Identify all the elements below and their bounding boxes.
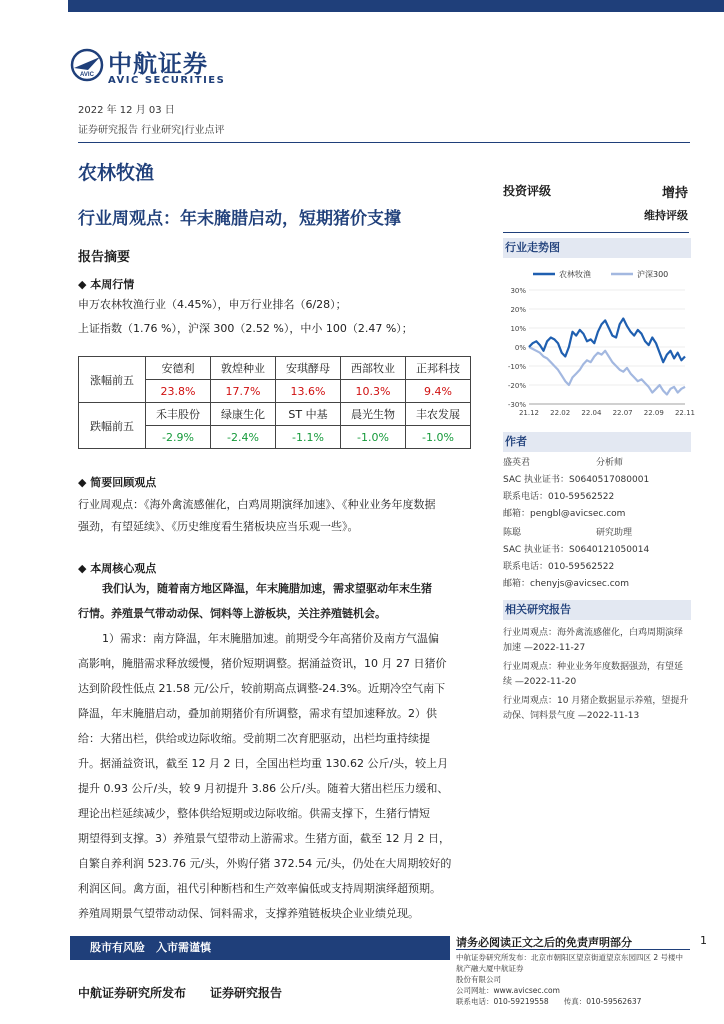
legend-label: 沪深300 xyxy=(637,270,669,279)
review-line-2: 强劲，有望延续》、《历史维度看生猪板块应当乐观一些》。 xyxy=(78,520,359,533)
weekly-line-2: 上证指数（1.76 %），沪深 300（2.52 %），中小 100（2.47 %）； xyxy=(78,322,413,335)
series-line xyxy=(529,347,685,395)
loser-name: 绿康生化 xyxy=(211,403,276,426)
gainer-pct: 23.8% xyxy=(146,380,211,403)
core-line: 升。据涌益资讯，截至 12 月 2 日，全国出栏均重 130.62 公斤/头，较上月 xyxy=(78,757,449,770)
x-tick-label: 22.02 xyxy=(550,409,571,417)
loser-name: ST 中基 xyxy=(276,403,341,426)
review-line-1: 行业周观点：《海外禽流感催化，白鸡周期演绎加速》、《种业业务年度数据 xyxy=(78,498,436,511)
y-tick-label: 0% xyxy=(514,344,526,352)
loser-name: 禾丰股份 xyxy=(146,403,211,426)
logo-icon-text: AVIC xyxy=(80,72,94,78)
loser-name: 晨光生物 xyxy=(341,403,406,426)
rating-divider xyxy=(503,232,689,233)
core-paragraphs xyxy=(78,578,490,925)
performance-table xyxy=(78,356,471,449)
x-tick-label: 22.07 xyxy=(612,409,633,417)
y-tick-label: 10% xyxy=(510,325,526,333)
core-line: 自繁自养利润 523.76 元/头，外购仔猪 372.54 元/头，仍处在大周期较好的 xyxy=(78,857,452,870)
author-1-email[interactable]: 邮箱：pengbl@avicsec.com xyxy=(503,509,626,519)
header-divider xyxy=(78,142,690,143)
core-line: 养殖周期景气望带动动保、饲料需求，支撑养殖链板块企业业绩兑现。 xyxy=(78,907,419,920)
loser-pct: -1.0% xyxy=(341,426,406,449)
avic-logo-icon xyxy=(70,48,104,82)
report-date: 2022 年 12 月 03 日 xyxy=(78,105,175,116)
core-line: 提升 0.93 公斤/头，较 9 月初提升 3.86 公斤/头。随着大猪出栏压力缓和、 xyxy=(78,782,449,795)
publisher-label: 中航证券研究所发布 证券研究报告 xyxy=(78,986,283,1000)
core-line: 达到阶段性低点 21.58 元/公斤，较前期高点调整-24.3%。近期冷空气南下 xyxy=(78,682,446,695)
gainer-name: 安德利 xyxy=(146,357,211,380)
footer-address-line-1: 中航证券研究所发布：北京市朝阳区望京街道望京东园四区 2 号楼中航产融大厦中航证券 xyxy=(456,953,684,973)
y-tick-label: -20% xyxy=(507,382,526,390)
core-line: 行情。养殖景气带动动保、饲料等上游板块，关注养殖链机会。 xyxy=(78,607,386,620)
company-logo-en: AVIC SECURITIES xyxy=(108,75,226,86)
related-item-2-line2[interactable]: 续 —2022-11-20 xyxy=(503,677,577,687)
risk-text: 股市有风险 入市需谨慎 xyxy=(90,941,211,954)
related-item-1-line2[interactable]: 加速 —2022-11-27 xyxy=(503,643,586,653)
weekly-line-1: 申万农林牧渔行业（4.45%），申万行业排名（6/28）； xyxy=(78,298,347,311)
loser-pct: -2.4% xyxy=(211,426,276,449)
core-line: 降温，年末腌腊启动，叠加前期猪价有所调整，需求有望加速释放。2）供 xyxy=(78,707,437,720)
gainer-name: 西部牧业 xyxy=(341,357,406,380)
y-tick-label: -30% xyxy=(507,401,526,409)
weekly-heading: ◆ 本周行情 xyxy=(78,278,135,291)
core-line: 期望得到支撑。3）养殖景气望带动上游需求。生猪方面，截至 12 月 2 日， xyxy=(78,832,450,845)
author-2-sac: SAC 执业证书：S0640121050014 xyxy=(503,545,650,555)
top-color-bar xyxy=(68,0,724,12)
x-tick-label: 22.04 xyxy=(581,409,602,417)
legend-label: 农林牧渔 xyxy=(559,270,591,279)
core-line: 理论出栏延续减少，整体供给短期或边际收缩。供需支撑下，生猪行情短 xyxy=(78,807,430,820)
core-heading: ◆ 本周核心观点 xyxy=(78,562,157,575)
gainer-pct: 9.4% xyxy=(406,380,471,403)
loser-pct: -1.0% xyxy=(406,426,471,449)
gain-label: 涨幅前五 xyxy=(79,357,146,403)
footer-website[interactable]: 公司网址：www.avicsec.com xyxy=(456,986,560,995)
author-2-name: 陈聪 xyxy=(503,528,522,538)
loser-pct: -2.9% xyxy=(146,426,211,449)
x-tick-label: 21.12 xyxy=(518,409,540,417)
rating-value: 增持 xyxy=(661,186,688,201)
author-2-title: 研究助理 xyxy=(596,528,633,538)
report-title: 行业周观点：年末腌腊启动，短期猪价支撑 xyxy=(78,209,401,229)
review-heading: ◆ 简要回顾观点 xyxy=(78,476,157,489)
company-logo-cn: 中航证券 xyxy=(108,50,208,78)
core-line: 给：大猪出栏，供给或边际收缩。受前期二次育肥驱动，出栏均重持续提 xyxy=(78,732,430,745)
y-tick-label: -10% xyxy=(507,363,526,371)
footer-address-line-2: 股份有限公司 xyxy=(456,975,501,984)
related-item-1-line1[interactable]: 行业周观点：海外禽流感催化，白鸡周期演绎 xyxy=(503,628,684,638)
gainer-pct: 10.3% xyxy=(341,380,406,403)
trend-heading: 行业走势图 xyxy=(503,238,691,258)
page-number: 1 xyxy=(700,934,707,947)
related-item-3-line2[interactable]: 动保、饲料景气度 —2022-11-13 xyxy=(503,711,640,721)
loss-label: 跌幅前五 xyxy=(79,403,146,449)
trend-chart-svg xyxy=(503,262,696,422)
related-item-2-line1[interactable]: 行业周观点：种业业务年度数据强劲，有望延 xyxy=(503,662,684,672)
authors-heading: 作者 xyxy=(503,432,691,452)
gainer-name: 敦煌种业 xyxy=(211,357,276,380)
summary-heading: 报告摘要 xyxy=(78,250,131,265)
rating-label: 投资评级 xyxy=(503,184,552,198)
footer-address-block xyxy=(456,952,690,1007)
footer-contacts: 联系电话：010-59219558 传真：010-59562637 xyxy=(456,997,642,1006)
loser-pct: -1.1% xyxy=(276,426,341,449)
core-line: 1）需求：南方降温，年末腌腊加速。前期受今年高猪价及南方气温偏 xyxy=(102,632,439,645)
gainer-name: 安琪酵母 xyxy=(276,357,341,380)
gainer-name: 正邦科技 xyxy=(406,357,471,380)
author-1-name: 盛英君 xyxy=(503,458,531,468)
author-1-sac: SAC 执业证书：S0640517080001 xyxy=(503,475,650,485)
core-line: 利润区间。禽方面，祖代引种断档和生产效率偏低或支持周期演绎超预期。 xyxy=(78,882,441,895)
gainer-pct: 13.6% xyxy=(276,380,341,403)
trend-chart xyxy=(503,262,696,422)
y-tick-label: 20% xyxy=(510,306,526,314)
author-1-title: 分析师 xyxy=(596,458,624,468)
risk-banner xyxy=(70,936,450,960)
author-2-email[interactable]: 邮箱：chenyjs@avicsec.com xyxy=(503,579,629,589)
loser-name: 丰农发展 xyxy=(406,403,471,426)
x-tick-label: 22.09 xyxy=(643,409,664,417)
footer-divider xyxy=(456,949,690,950)
report-type: 证券研究报告 行业研究|行业点评 xyxy=(78,125,225,136)
sector-name: 农林牧渔 xyxy=(78,162,155,184)
author-2-phone: 联系电话：010-59562522 xyxy=(503,562,615,572)
core-line: 高影响，腌腊需求释放缓慢，猪价短期调整。据涌益资讯，10 月 27 日猪价 xyxy=(78,657,447,670)
related-item-3-line1[interactable]: 行业周观点：10 月猪企数据显示养殖，望提升 xyxy=(503,696,689,706)
disclaimer-heading: 请务必阅读正文之后的免责声明部分 xyxy=(456,936,632,949)
y-tick-label: 30% xyxy=(510,287,526,295)
related-heading: 相关研究报告 xyxy=(503,600,691,620)
gainer-pct: 17.7% xyxy=(211,380,276,403)
x-tick-label: 22.11 xyxy=(674,409,696,417)
core-line: 我们认为，随着南方地区降温，年末腌腊加速，需求望驱动年末生猪 xyxy=(102,582,432,595)
rating-status: 维持评级 xyxy=(644,209,688,222)
author-1-phone: 联系电话：010-59562522 xyxy=(503,492,615,502)
